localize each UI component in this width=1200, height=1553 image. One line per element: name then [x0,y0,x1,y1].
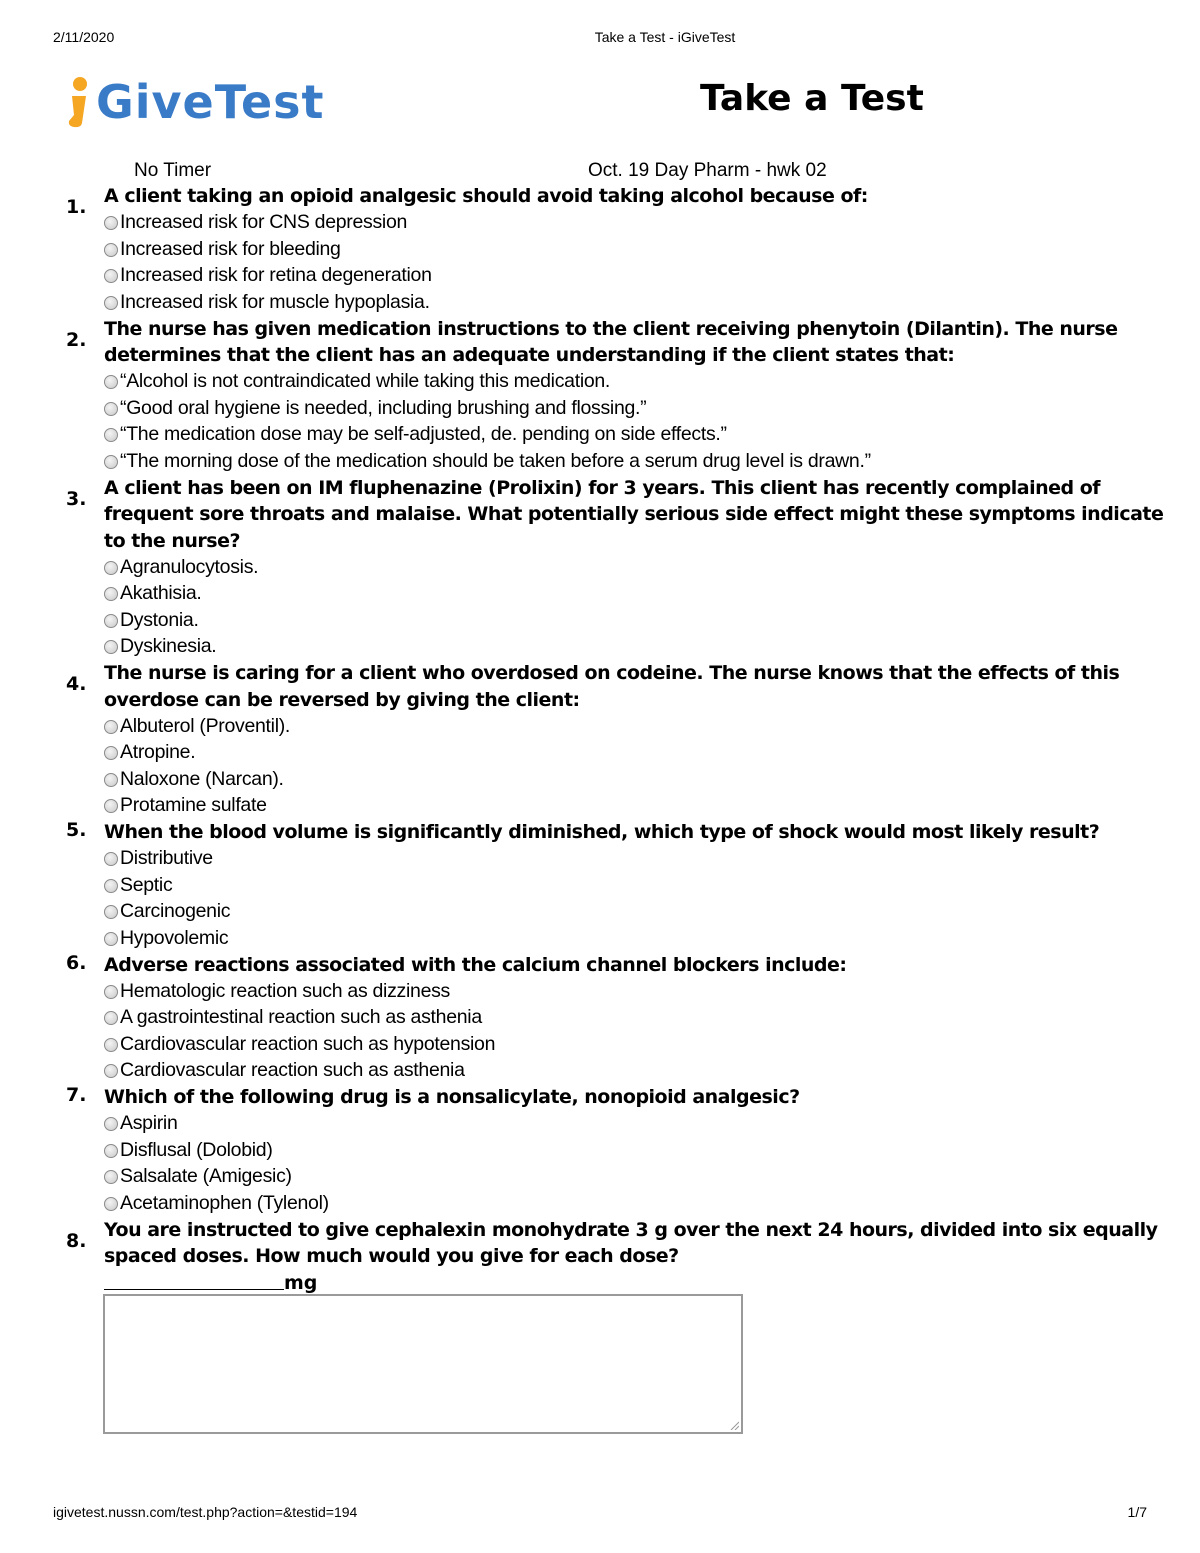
question-number: 6. [66,951,87,974]
answer-textarea[interactable] [103,1294,743,1434]
answer-option[interactable] [104,1164,1200,1191]
radio-button[interactable] [104,1197,118,1211]
option-label: “The morning dose of the medication should be taken before a serum drug level is drawn.” [120,449,871,472]
answer-option[interactable] [104,289,1200,316]
question-number: 8. [66,1229,87,1252]
print-footer [0,1504,1200,1524]
radio-button[interactable] [104,1170,118,1184]
question-text: Which of the following drug is a nonsalicylate, nonopioid analgesic? [104,1086,800,1108]
answer-option[interactable] [104,448,1200,475]
option-label: Protamine sulfate [120,794,267,817]
answer-option[interactable] [104,607,1200,634]
answer-option[interactable] [104,846,1200,873]
answer-option[interactable] [104,978,1200,1005]
question-number: 5. [66,819,87,841]
option-label: Increased risk for bleeding [120,237,341,260]
answer-option[interactable] [104,1005,1200,1032]
answer-option[interactable] [104,581,1200,608]
radio-button[interactable] [104,985,118,999]
answer-option[interactable] [104,554,1200,581]
option-label: “The medication dose may be self-adjusted, de. pending on side effects.” [120,423,727,446]
radio-button[interactable] [104,1144,118,1158]
question-list [0,183,1200,1296]
radio-button[interactable] [104,746,118,760]
answer-option[interactable] [104,713,1200,740]
question-number: 7. [66,1084,87,1106]
radio-button[interactable] [104,216,118,230]
radio-button[interactable] [104,561,118,575]
answer-option[interactable] [104,369,1200,396]
question-text: The nurse is caring for a client who overdosed on codeine. The nurse knows that the effects of this overdose can be reversed by giving the client: [104,662,1120,711]
logo-person-icon [60,75,96,129]
question-2 [0,316,1200,475]
radio-button[interactable] [104,375,118,389]
radio-button[interactable] [104,852,118,866]
radio-button[interactable] [104,720,118,734]
answer-option[interactable] [104,1058,1200,1085]
option-label: Cardiovascular reaction such as hypotension [120,1032,496,1055]
answer-option[interactable] [104,1111,1200,1138]
radio-button[interactable] [104,1038,118,1052]
answer-option[interactable] [104,925,1200,952]
radio-button[interactable] [104,402,118,416]
question-text: Adverse reactions associated with the calcium channel blockers include: [104,953,847,976]
radio-button[interactable] [104,640,118,654]
option-label: Cardiovascular reaction such as asthenia [120,1059,465,1082]
answer-option[interactable] [104,634,1200,661]
option-label: Hypovolemic [120,926,229,949]
question-text: When the blood volume is significantly diminished, which type of shock would most likely result? [104,821,1100,843]
option-label: Akathisia. [120,582,202,605]
answer-option[interactable] [104,740,1200,767]
print-window-title: Take a Test - iGiveTest [594,29,736,45]
question-7 [0,1084,1200,1217]
option-label: Aspirin [120,1112,178,1135]
option-label: Septic [120,873,173,896]
radio-button[interactable] [104,905,118,919]
question-6 [0,952,1200,1085]
answer-option[interactable] [104,766,1200,793]
blank-unit: mg [284,1271,318,1294]
question-4 [0,660,1200,819]
answer-option[interactable] [104,236,1200,263]
option-label: Hematologic reaction such as dizziness [120,979,451,1002]
option-label: Increased risk for CNS depression [120,211,408,234]
resize-grip-icon[interactable] [729,1420,739,1430]
fill-in-blank [104,1270,1200,1296]
radio-button[interactable] [104,879,118,893]
question-number: 3. [66,487,87,510]
option-label: Agranulocytosis. [120,555,259,578]
test-meta [0,160,1200,182]
radio-button[interactable] [104,1117,118,1131]
option-label: “Alcohol is not contraindicated while taking this medication. [120,370,611,393]
question-3 [0,475,1200,661]
answer-option[interactable] [104,793,1200,820]
option-label: Naloxone (Narcan). [120,767,284,790]
page-title: Take a Test [700,78,924,119]
option-label: Salsalate (Amigesic) [120,1165,292,1188]
option-label: “Good oral hygiene is needed, including brushing and flossing.” [120,396,647,419]
option-label: Dyskinesia. [120,635,217,658]
radio-button[interactable] [104,428,118,442]
radio-button[interactable] [104,799,118,813]
answer-option[interactable] [104,422,1200,449]
question-text: The nurse has given medication instructions to the client receiving phenytoin (Dilantin). The nurse determines that the client has an adequate understanding if the client states that: [104,317,1118,366]
answer-option[interactable] [104,1031,1200,1058]
answer-option[interactable] [104,1190,1200,1217]
question-text: A client taking an opioid analgesic should avoid taking alcohol because of: [104,185,868,207]
radio-button[interactable] [104,455,118,469]
answer-option[interactable] [104,263,1200,290]
answer-option[interactable] [104,899,1200,926]
question-number: 1. [66,196,87,218]
igivetest-logo [60,72,325,132]
radio-button[interactable] [104,296,118,310]
blank-underline [104,1289,284,1290]
question-5 [0,819,1200,952]
radio-button[interactable] [104,1011,118,1025]
answer-option[interactable] [104,1137,1200,1164]
radio-button[interactable] [104,773,118,787]
answer-option[interactable] [104,210,1200,237]
radio-button[interactable] [104,1064,118,1078]
radio-button[interactable] [104,614,118,628]
radio-button[interactable] [104,243,118,257]
option-label: Albuterol (Proventil). [120,714,291,737]
option-label: Increased risk for retina degeneration [120,264,432,287]
option-label: Acetaminophen (Tylenol) [120,1191,329,1214]
question-1 [0,183,1200,316]
radio-button[interactable] [104,587,118,601]
question-text: A client has been on IM fluphenazine (Prolixin) for 3 years. This client has recently complained of frequent sore throats and malaise. What potentially serious side effect might these symptoms indicate to the nurse? [104,476,1164,552]
print-url: igivetest.nussn.com/test.php?action=&testid=194 [53,1504,358,1520]
option-label: Distributive [120,847,213,870]
question-number: 2. [66,328,87,351]
option-label: Atropine. [120,741,196,764]
radio-button[interactable] [104,932,118,946]
option-label: Dystonia. [120,608,199,631]
timer-label: No Timer [134,160,212,181]
answer-option[interactable] [104,872,1200,899]
test-name: Oct. 19 Day Pharm - hwk 02 [588,160,827,181]
print-header [0,29,1200,49]
question-number: 4. [66,673,87,695]
option-label: Increased risk for muscle hypoplasia. [120,290,430,313]
option-label: Carcinogenic [120,900,231,923]
option-label: Disflusal (Dolobid) [120,1138,273,1161]
page-indicator: 1/7 [1127,1504,1147,1520]
radio-button[interactable] [104,269,118,283]
question-text: You are instructed to give cephalexin monohydrate 3 g over the next 24 hours, divided into six equally spaced doses. How much would you give for each dose? [104,1218,1158,1267]
logo-text: GiveTest [96,75,325,129]
print-date: 2/11/2020 [53,29,115,45]
answer-option[interactable] [104,395,1200,422]
question-8 [0,1217,1200,1296]
option-label: A gastrointestinal reaction such as asthenia [120,1006,482,1029]
